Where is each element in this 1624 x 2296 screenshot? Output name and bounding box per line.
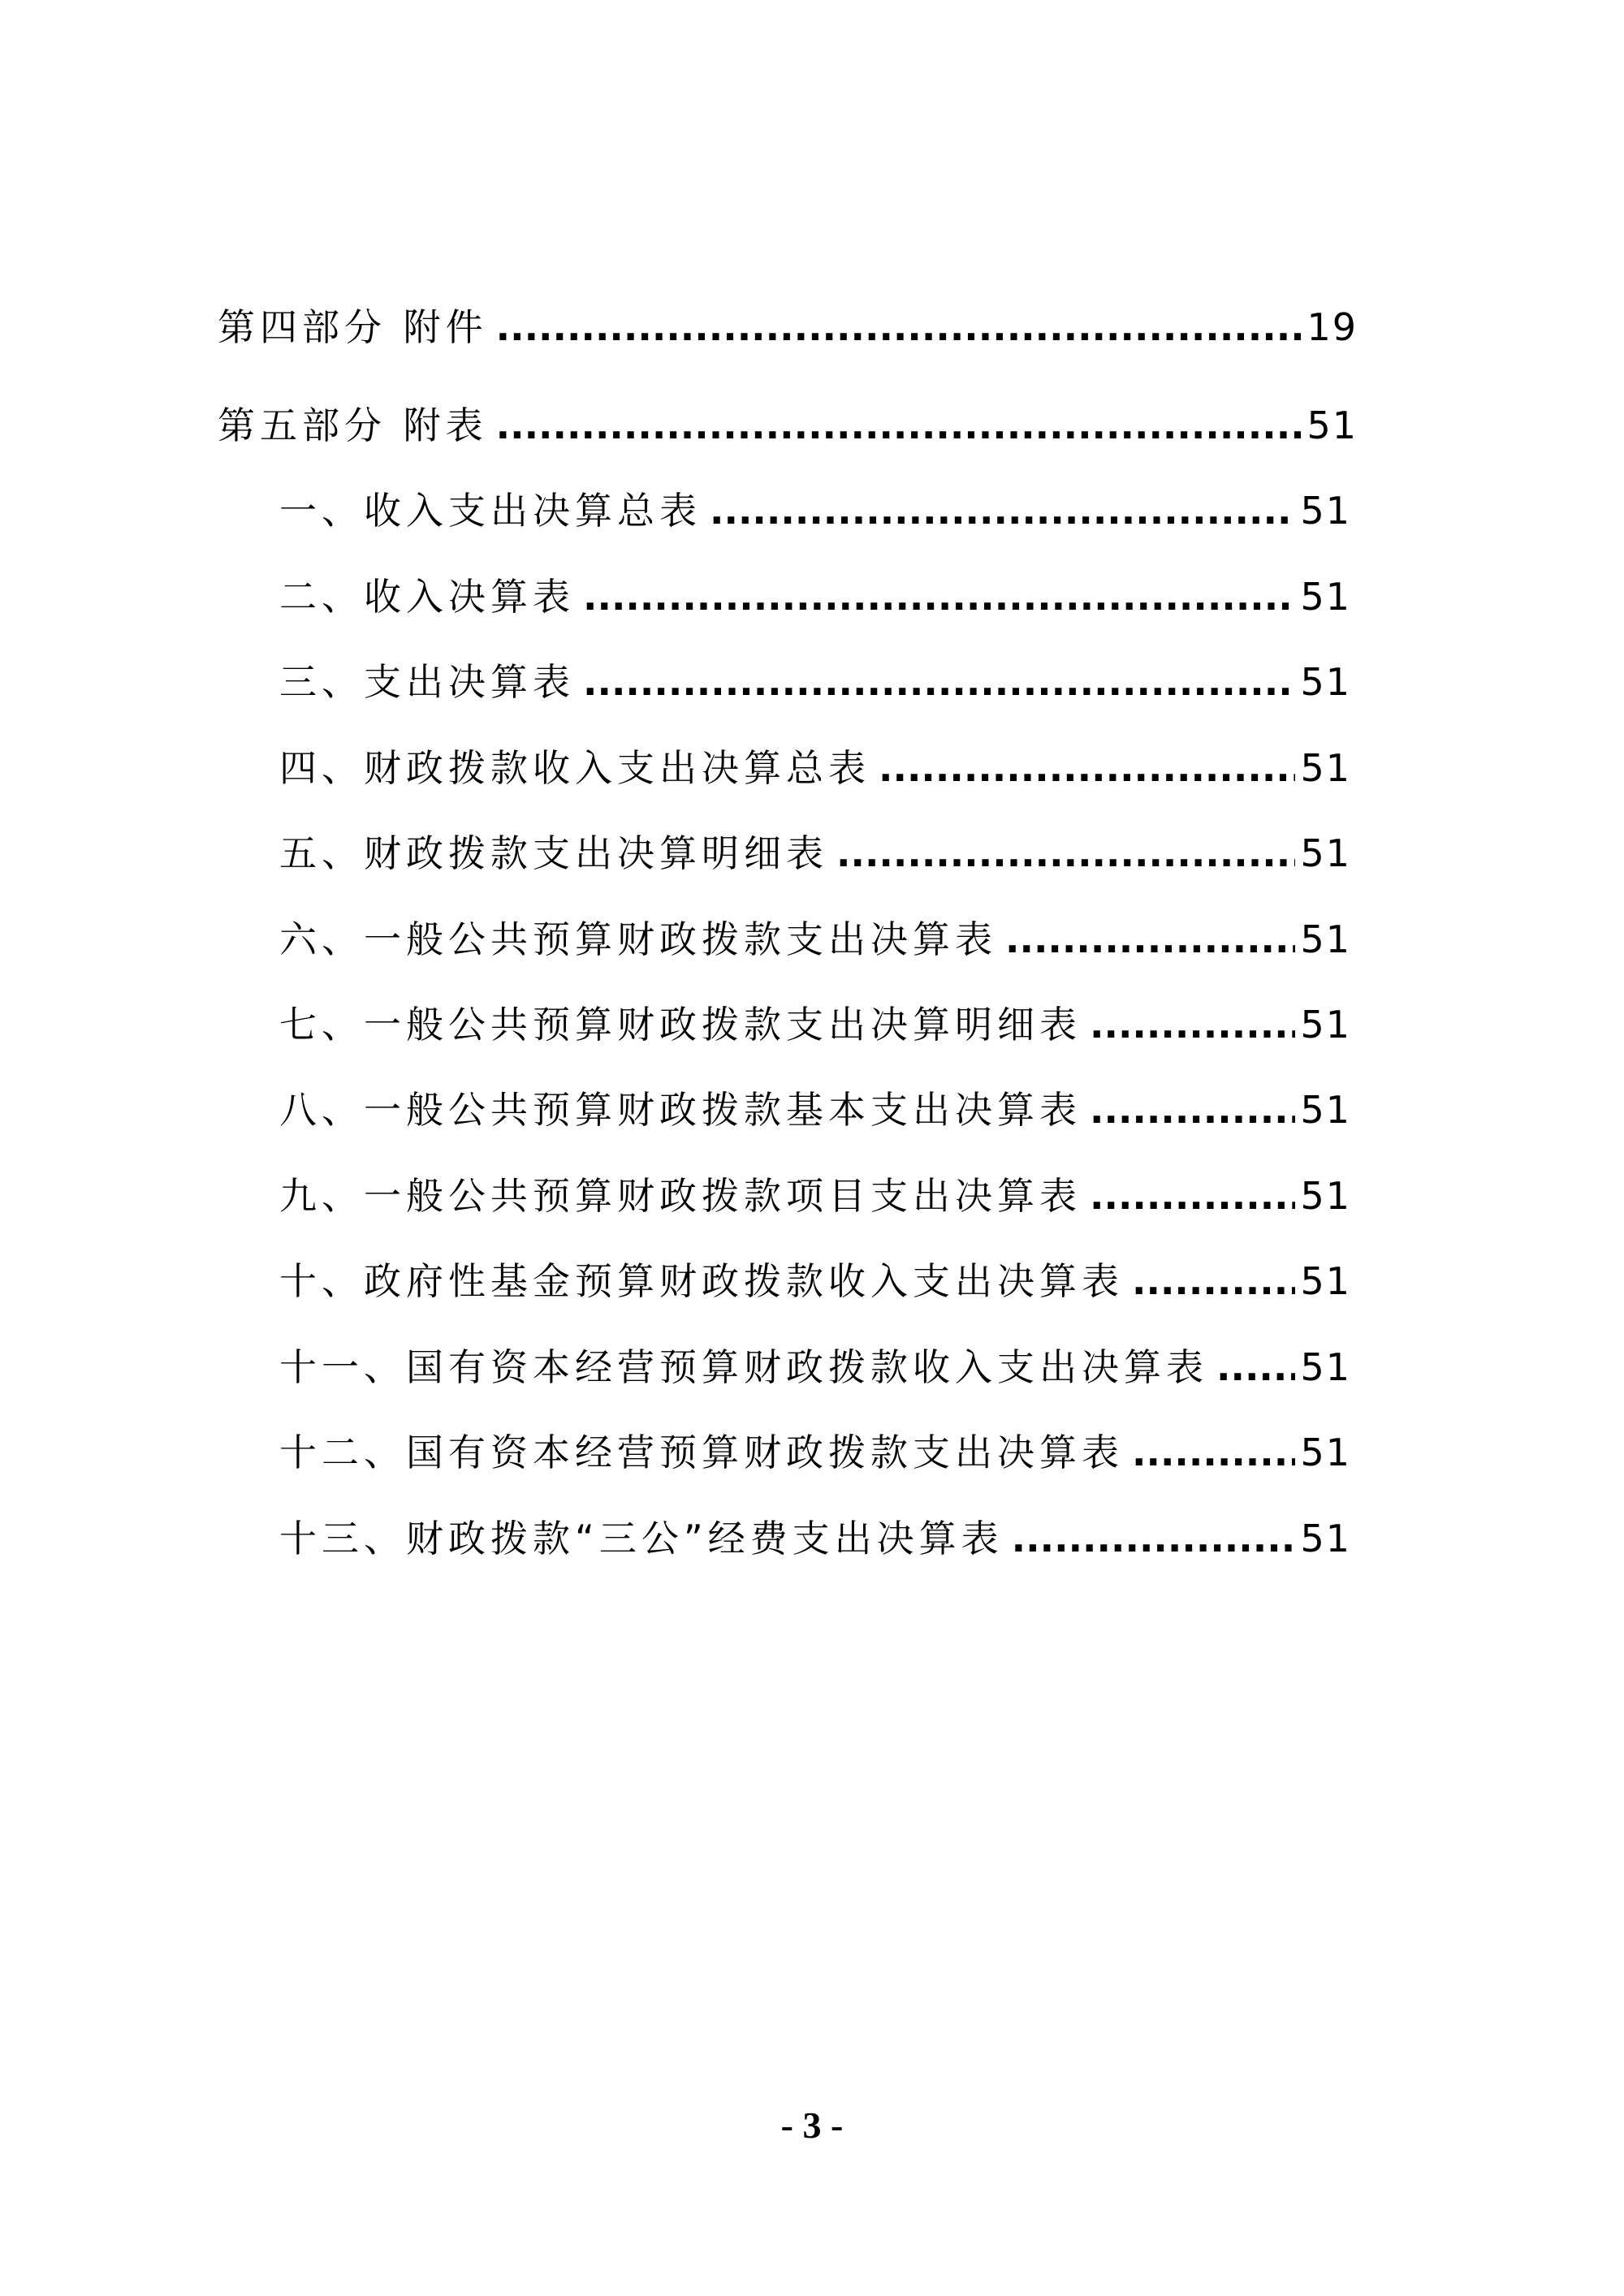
toc-entry-title: 二、收入决算表: [279, 575, 575, 619]
toc-leader-dots: [1090, 1081, 1295, 1138]
toc-leader-dots: [496, 397, 1302, 454]
toc-leader-dots: [1216, 1339, 1295, 1396]
toc-leader-dots: [879, 740, 1295, 796]
toc-entry[interactable]: [279, 1339, 1351, 1396]
toc-entry[interactable]: [279, 1424, 1351, 1481]
toc-entry-page: 51: [1300, 1088, 1351, 1132]
toc-entry[interactable]: [279, 740, 1351, 796]
toc-entry-title: 十一、国有资本经营预算财政拨款收入支出决算表: [279, 1345, 1208, 1389]
toc-entry-title: 九、一般公共预算财政拨款项目支出决算表: [279, 1174, 1082, 1218]
toc-entry-title: 第四部分 附件: [218, 305, 488, 349]
toc-leader-dots: [583, 568, 1295, 625]
toc-entry-page: 51: [1300, 746, 1351, 790]
toc-entry-title: 第五部分 附表: [218, 404, 488, 447]
toc-entry-page: 51: [1300, 831, 1351, 875]
toc-entry[interactable]: [218, 299, 1358, 356]
toc-leader-dots: [583, 654, 1295, 710]
toc-entry[interactable]: [279, 654, 1351, 710]
toc-leader-dots: [1132, 1424, 1295, 1481]
toc-entry-title: 十二、国有资本经营预算财政拨款支出决算表: [279, 1431, 1124, 1474]
toc-entry[interactable]: [279, 482, 1351, 539]
toc-leader-dots: [496, 299, 1302, 356]
toc-entry-title: 一、收入支出决算总表: [279, 489, 702, 533]
toc-entry-page: 51: [1300, 917, 1351, 961]
toc-entry-title: 十三、财政拨款“三公”经费支出决算表: [279, 1517, 1004, 1560]
toc-entry-page: 51: [1300, 660, 1351, 704]
toc-entry-page: 51: [1300, 1003, 1351, 1047]
toc-entry-title: 六、一般公共预算财政拨款支出决算表: [279, 917, 997, 961]
toc-entry-page: 51: [1300, 489, 1351, 533]
toc-entry-page: 51: [1300, 1517, 1351, 1560]
toc-entry[interactable]: [279, 1253, 1351, 1310]
toc-entry-page: 51: [1300, 1174, 1351, 1218]
toc-entry[interactable]: [279, 825, 1351, 882]
toc-leader-dots: [710, 482, 1295, 539]
toc-entry-page: 19: [1307, 305, 1358, 349]
toc-entry-page: 51: [1300, 1431, 1351, 1474]
toc-entry[interactable]: [279, 996, 1351, 1053]
toc-leader-dots: [1090, 1167, 1295, 1224]
toc-entry-title: 三、支出决算表: [279, 660, 575, 704]
toc-entry[interactable]: [279, 1081, 1351, 1138]
toc-entry[interactable]: [279, 911, 1351, 968]
toc-entry[interactable]: [218, 397, 1358, 454]
toc-entry[interactable]: [279, 1167, 1351, 1224]
toc-entry-page: 51: [1307, 404, 1358, 447]
toc-entry-title: 十、政府性基金预算财政拨款收入支出决算表: [279, 1259, 1124, 1303]
toc-entry-title: 七、一般公共预算财政拨款支出决算明细表: [279, 1003, 1082, 1047]
toc-leader-dots: [1005, 911, 1295, 968]
toc-leader-dots: [1012, 1510, 1296, 1567]
toc-entry-title: 五、财政拨款支出决算明细表: [279, 831, 828, 875]
toc-entry-page: 51: [1300, 1259, 1351, 1303]
toc-entry-title: 四、财政拨款收入支出决算总表: [279, 746, 870, 790]
page-number: - 3 -: [780, 2104, 844, 2146]
toc-leader-dots: [1090, 996, 1295, 1053]
toc-entry-page: 51: [1300, 575, 1351, 619]
toc-entry-title: 八、一般公共预算财政拨款基本支出决算表: [279, 1088, 1082, 1132]
toc-entry[interactable]: [279, 568, 1351, 625]
toc-entry[interactable]: [279, 1510, 1351, 1567]
toc-leader-dots: [1132, 1253, 1295, 1310]
toc-entry-page: 51: [1300, 1345, 1351, 1389]
toc-leader-dots: [836, 825, 1295, 882]
